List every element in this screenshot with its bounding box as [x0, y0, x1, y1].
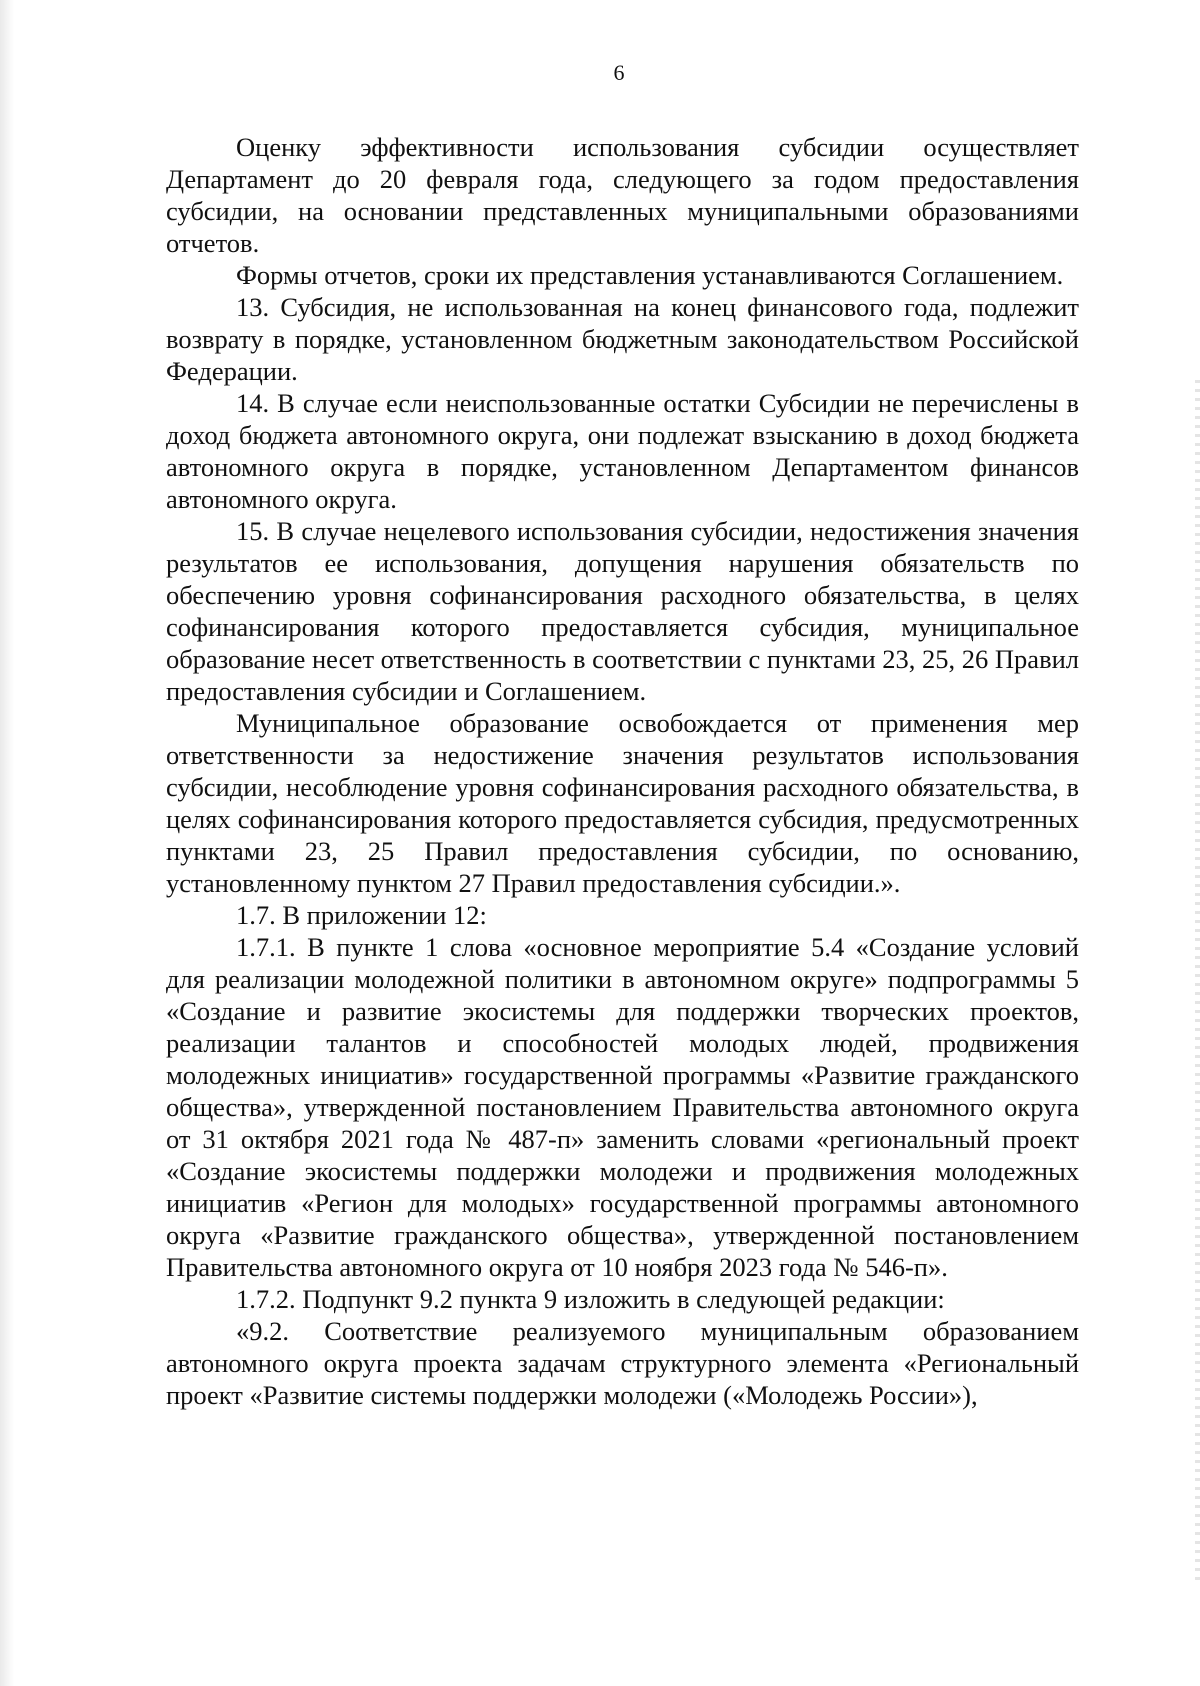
page-number: 6 [613, 60, 625, 85]
paragraph-item-1-7-1: 1.7.1. В пункте 1 слова «основное мероприятие 5.4 «Создание условий для реализации молодежной политики в автономном округе» подпрограммы 5 «Создание и развитие экосистемы для поддержки творческих проектов, реализации талантов и способностей молодых людей, продвижения молодежных инициатив» государственной программы «Развитие гражданского общества», утвержденной постановлением Правительства автономного округа от 31 октября 2021 года № 487-п» заменить словами «региональный проект «Создание экосистемы поддержки молодежи и продвижения молодежных инициатив «Регион для молодых» государственной программы автономного округа «Развитие гражданского общества», утвержденной постановлением Правительства автономного округа от 10 ноября 2023 года № 546-п». [166, 932, 1079, 1282]
paragraph-efficiency-evaluation: Оценку эффективности использования субсидии осуществляет Департамент до 20 февраля года, следующего за годом предоставления субсидии, на основании представленных муниципальными образованиями отчетов. [166, 132, 1079, 258]
scan-edge-left [0, 0, 14, 1686]
paragraph-item-1-7-2: 1.7.2. Подпункт 9.2 пункта 9 изложить в следующей редакции: [236, 1284, 945, 1314]
scan-edge-right [1195, 380, 1200, 1580]
paragraph-item-1-7: 1.7. В приложении 12: [236, 900, 487, 930]
paragraph-item-9-2: «9.2. Соответствие реализуемого муниципальным образованием автономного округа проекта задачам структурного элемента «Региональный проект «Развитие системы поддержки молодежи («Молодежь России»), [166, 1316, 1079, 1410]
paragraph-item-15: 15. В случае нецелевого использования субсидии, недостижения значения результатов ее использования, допущения нарушения обязательств по обеспечению уровня софинансирования расходного обязательства, в целях софинансирования которого предоставляется субсидия, муниципальное образование несет ответственность в соответствии с пунктами 23, 25, 26 Правил предоставления субсидии и Соглашением. [166, 516, 1079, 706]
paragraph-liability-exemption: Муниципальное образование освобождается от применения мер ответственности за недостижение значения результатов использования субсидии, несоблюдение уровня софинансирования расходного обязательства, в целях софинансирования которого предоставляется субсидия, предусмотренных пунктами 23, 25 Правил предоставления субсидии, по основанию, установленному пунктом 27 Правил предоставления субсидии.». [166, 708, 1079, 898]
paragraph-item-13: 13. Субсидия, не использованная на конец финансового года, подлежит возврату в порядке, установленном бюджетным законодательством Российской Федерации. [166, 292, 1079, 386]
paragraph-item-14: 14. В случае если неиспользованные остатки Субсидии не перечислены в доход бюджета автономного округа, они подлежат взысканию в доход бюджета автономного округа в порядке, установленном Департаментом финансов автономного округа. [166, 388, 1079, 514]
document-body [166, 131, 1079, 1411]
paragraph-report-forms: Формы отчетов, сроки их представления устанавливаются Соглашением. [236, 260, 1064, 290]
